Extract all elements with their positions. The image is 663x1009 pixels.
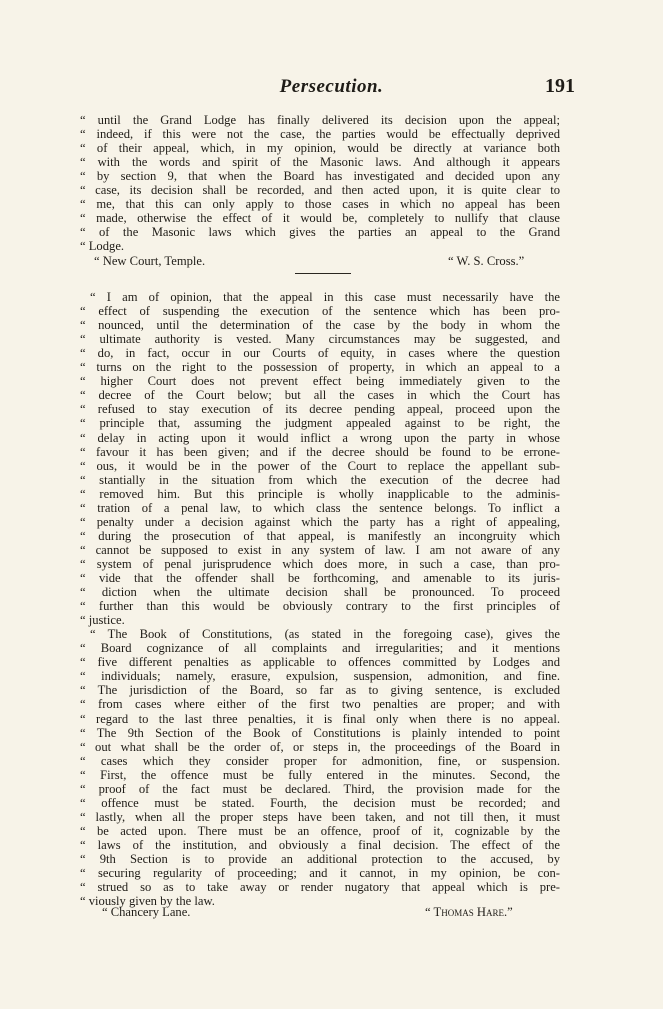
text-line: “ cannot be supposed to exist in any system of law. I am not aware of any [80,542,560,557]
text-line: “ decree of the Court below; but all the cases in which the Court has [80,388,560,403]
text-line: “ turns on the right to the possession of property, in which an appeal to a [80,360,560,375]
text-line: “ ultimate authority is vested. Many circumstances may be suggested, and [80,332,560,347]
signature-place: “ New Court, Temple. [94,254,206,268]
text-line: “ principle that, assuming the judgment appealed against to be right, the [80,416,560,431]
text-line: “ nounced, until the determination of the case by the body in whom the [80,318,560,333]
text-line: “ offence must be stated. Fourth, the decision must be recorded; and [80,795,560,810]
section-divider [295,273,351,274]
text-line: “ I am of opinion, that the appeal in this case must necessarily have the [90,290,560,304]
text-line: “ indeed, if this were not the case, the parties would be effectually deprived [80,127,560,142]
text-line: “ cases which they consider proper for admonition, fine, or suspension. [80,753,560,768]
text-line: “ further than this would be obviously contrary to the first principles of [80,599,560,614]
text-line: “ with the words and spirit of the Masonic laws. And although it appears [80,155,560,170]
text-line: “ strued so as to take away or render nugatory that appeal which is pre- [80,880,560,895]
text-line: “ of their appeal, which, in my opinion, would be directly at variance both [80,141,560,156]
text-line: “ The Book of Constitutions, (as stated in the foregoing case), gives the [90,627,560,642]
text-line: “ of the Masonic laws which gives the parties an appeal to the Grand [80,225,560,240]
text-line: “ proof of the fact must be declared. Third, the provision made for the [80,781,560,796]
text-line: “ system of penal jurisprudence which does more, in such a case, than pro- [80,556,560,571]
text-line: “ out what shall be the order of, or steps in, the proceedings of the Board in [80,739,560,754]
text-line: “ five different penalties as applicable to offences committed by Lodges and [80,655,560,670]
text-line: “ removed him. But this principle is wholly inapplicable to the adminis- [80,486,560,501]
text-line: “ made, otherwise the effect of it would be, completely to nullify that clause [80,211,560,226]
text-line: “ regard to the last three penalties, it is final only when there is no appeal. [80,711,560,726]
page-number: 191 [545,75,575,97]
text-line: “ do, in fact, occur in our Courts of equity, in cases where the question [80,346,560,361]
signature-name: “ W. S. Cross.” [448,254,525,268]
text-line: “ 9th Section is to provide an additional protection to the accused, by [80,852,560,866]
text-line: “ ous, it would be in the power of the Court to replace the appellant sub- [80,458,560,473]
page-header [0,76,663,102]
text-line: “ laws of the institution, and obviously a final decision. The effect of the [80,837,560,852]
signature-name: “ Thomas Hare.” [425,905,513,919]
text-line: “ from cases where either of the first two penalties are proper; and with [80,697,560,712]
text-line: “ The 9th Section of the Book of Constitutions is plainly intended to point [80,725,560,740]
text-line: “ The jurisdiction of the Board, so far as to giving sentence, is excluded [80,683,560,698]
text-line: “ higher Court does not prevent effect being immediately given to the [80,374,560,389]
text-line: “ case, its decision shall be recorded, and then acted upon, it is quite clear to [80,183,560,198]
text-line: “ tration of a penal law, to which class the sentence belongs. To inflict a [80,500,560,515]
text-line: “ delay in acting upon it would inflict a wrong upon the party in whose [80,430,560,445]
text-line: “ vide that the offender shall be forthcoming, and amenable to its juris- [80,571,560,585]
text-line: “ until the Grand Lodge has finally delivered its decision upon the appeal; [80,113,560,127]
text-line: “ diction when the ultimate decision shall be pronounced. To proceed [80,585,560,600]
text-line: “ individuals; namely, erasure, expulsion, suspension, admonition, and fine. [80,669,560,684]
signature-place: “ Chancery Lane. [102,905,191,919]
text-line: “ justice. [80,613,125,628]
text-line: “ securing regularity of proceeding; and it cannot, in my opinion, be con- [80,866,560,881]
text-line: “ viously given by the law. [80,894,215,909]
text-line: “ stantially in the situation from which the execution of the decree had [80,472,560,487]
text-line: “ Board cognizance of all complaints and irregularities; and it mentions [80,641,560,656]
text-line: “ be acted upon. There must be an offence, proof of it, cognizable by the [80,823,560,838]
text-line: “ penalty under a decision against which the party has a right of appealing, [80,514,560,529]
text-line: “ during the prosecution of that appeal, is manifestly an incongruity which [80,528,560,543]
text-line: “ me, that this can only apply to those cases in which no appeal has been [80,197,560,212]
text-line: “ effect of suspending the execution of the sentence which has been pro- [80,304,560,319]
text-line: “ lastly, when all the proper steps have been taken, and not till then, it must [80,809,560,824]
running-title: Persecution. [279,76,384,97]
text-line: “ First, the offence must be fully entered in the minutes. Second, the [80,767,560,782]
text-line: “ by section 9, that when the Board has investigated and decided upon any [80,169,560,184]
text-line: “ favour it has been given; and if the decree should be found to be errone- [80,444,560,459]
text-line: “ Lodge. [80,239,125,254]
text-line: “ refused to stay execution of its decree pending appeal, proceed upon the [80,402,560,417]
